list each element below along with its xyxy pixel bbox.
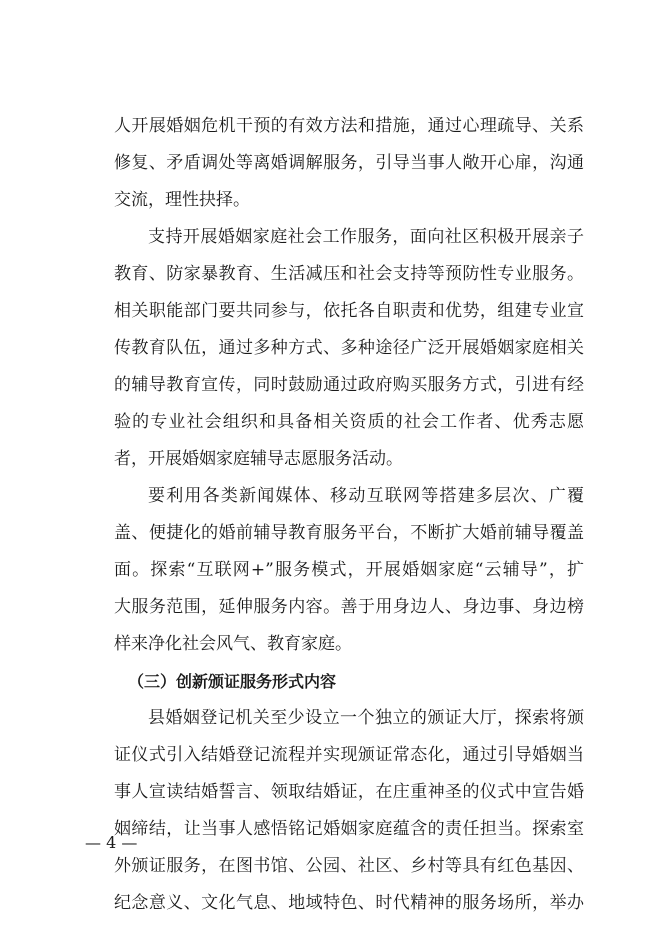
text-line: 证仪式引入结婚登记流程并实现颁证常态化，通过引导婚姻当 — [114, 745, 584, 765]
text-line: 事人宣读结婚誓言、领取结婚证，在庄重神圣的仪式中宣告婚 — [114, 782, 584, 802]
text-line: 的辅导教育宣传，同时鼓励通过政府购买服务方式，引进有经 — [114, 375, 584, 395]
text-line: 验的专业社会组织和具备相关资质的社会工作者、优秀志愿 — [114, 412, 584, 432]
page-number: — 4 — — [85, 833, 138, 852]
text-line: 盖、便捷化的婚前辅导教育服务平台，不断扩大婚前辅导覆盖 — [114, 523, 584, 543]
text-line: 者，开展婚姻家庭辅导志愿服务活动。 — [114, 449, 403, 469]
text-line: 传教育队伍，通过多种方式、多种途径广泛开展婚姻家庭相关 — [114, 338, 584, 358]
text-line: 面。探索“互联网+”服务模式，开展婚姻家庭“云辅导”，扩 — [114, 560, 584, 580]
text-line: 姻缔结，让当事人感悟铭记婚姻家庭蕴含的责任担当。探索室 — [114, 819, 584, 839]
text-line: 支持开展婚姻家庭社会工作服务，面向社区积极开展亲子 — [148, 227, 584, 247]
text-line: 教育、防家暴教育、生活减压和社会支持等预防性专业服务。 — [114, 264, 584, 284]
section-heading: （三）创新颁证服务形式内容 — [128, 672, 337, 691]
text-line: 县婚姻登记机关至少设立一个独立的颁证大厅，探索将颁 — [148, 708, 584, 728]
text-line: 相关职能部门要共同参与，依托各自职责和优势，组建专业宣 — [114, 301, 584, 321]
text-line: 纪念意义、文化气息、地域特色、时代精神的服务场所，举办 — [114, 893, 584, 913]
text-line: 外颁证服务，在图书馆、公园、社区、乡村等具有红色基因、 — [114, 856, 584, 876]
text-line: 要利用各类新闻媒体、移动互联网等搭建多层次、广覆 — [148, 486, 584, 506]
text-line: 交流，理性抉择。 — [114, 190, 250, 210]
body-text — [114, 108, 584, 922]
text-line: 人开展婚姻危机干预的有效方法和措施，通过心理疏导、关系 — [114, 116, 584, 136]
text-line: 样来净化社会风气、教育家庭。 — [114, 634, 352, 654]
text-line: 大服务范围，延伸服务内容。善于用身边人、身边事、身边榜 — [114, 597, 584, 617]
text-line: 修复、矛盾调处等离婚调解服务，引导当事人敞开心扉，沟通 — [114, 153, 584, 173]
